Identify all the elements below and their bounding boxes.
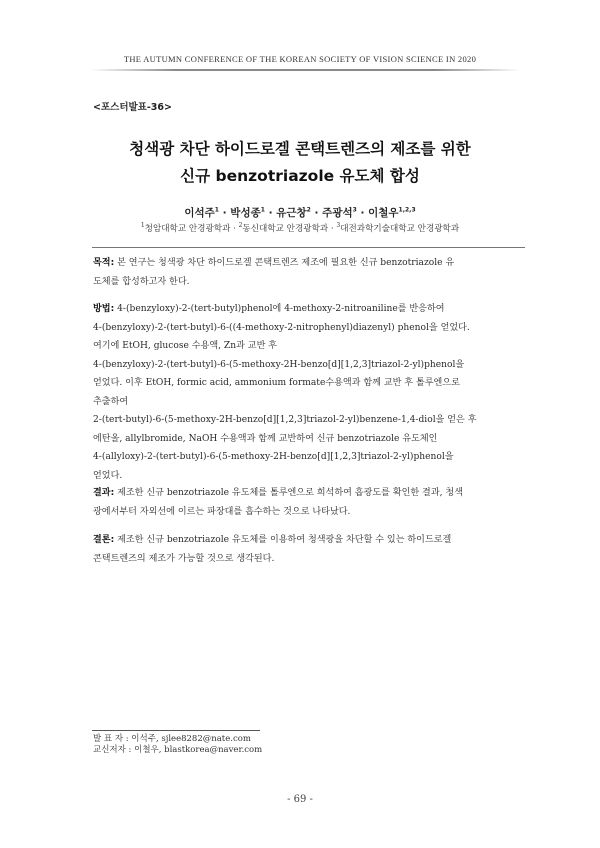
author-separator: · xyxy=(264,207,277,219)
section-divider xyxy=(92,247,525,248)
methods-section: 방법: 4-(benzyloxy)-2-(tert-butyl)phenol에 4-methoxy-2-nitroaniline를 반응하여 4-(benzyloxy)-2-(tert-butyl)-6-((4-methoxy-2-nitrophenyl)diazenyl) phenol을 얻었다. 여기에 EtOH, glucose 수용액, Zn과 교반 후 4-(benzyloxy)-2-(tert-butyl)-6-(5-methoxy-2H-benzo[d][1,2,3]triazol-2-yl)phenol을 얻었다. 이후 EtOH, formic acid, ammonium formate수용액과 함께 교반 후 톨루엔으로 추출하여 2-(tert-butyl)-6-(5-methoxy-2H-benzo[d][1,2,3]triazol-2-yl)benzene-1,4-diol을 얻은 후 에탄올, allylbromide, NaOH 수용액과 함께 교반하여 신규 benzotriazole 유도체인 4-(allyloxy)-2-(tert-butyl)-6-(5-methoxy-2H-benzo[d][1,2,3]triazol-2-yl)phenol을 얻었다. xyxy=(93,304,477,481)
author: 유근창$^2$ xyxy=(276,206,311,219)
conference-header: THE AUTUMN CONFERENCE OF THE KOREAN SOCIETY OF VISION SCIENCE IN 2020 xyxy=(123,54,477,64)
affiliation-list xyxy=(0,222,600,234)
author-list xyxy=(0,205,600,220)
paper-title-line-2: 신규 benzotriazole 유도체 합성 xyxy=(180,167,420,185)
affiliation-separator: · xyxy=(328,224,337,234)
affiliation: $^2$동신대학교 안경광학과 xyxy=(238,222,329,234)
conclusion-section: 결론: 제조한 신규 benzotriazole 유도체를 이용하여 청색광을 차단할 수 있는 하이드로겔 콘택트렌즈의 제조가 가능할 것으로 생각된다. xyxy=(93,535,452,564)
results-label: 결과: xyxy=(93,488,115,498)
purpose-label: 목적: xyxy=(93,258,115,268)
purpose-section: 목적: 본 연구는 청색광 차단 하이드로겔 콘택트렌즈 제조에 필요한 신규 benzotriazole 유 도체를 합성하고자 한다. xyxy=(93,258,455,287)
author: 주광석$^3$ xyxy=(322,206,357,219)
header-rule xyxy=(90,69,520,71)
paper-title-line-1: 청색광 차단 하이드로겔 콘택트렌즈의 제조를 위한 xyxy=(129,140,471,158)
author: 박성종$^1$ xyxy=(230,206,265,219)
methods-label: 방법: xyxy=(93,304,115,314)
results-section: 결과: 제조한 신규 benzotriazole 유도체를 톨루엔으로 희석하여 흡광도를 확인한 결과, 청색 광에서부터 자외선에 이르는 파장대를 흡수하는 것으로 나타났다. xyxy=(93,488,463,517)
author-separator: · xyxy=(356,207,369,219)
poster-tag: <포스터발표-36> xyxy=(93,102,172,113)
presenter-footnote: 발 표 자 : 이석주, sjlee8282@nate.com xyxy=(93,734,251,744)
page-number: - 69 - xyxy=(287,794,313,805)
affiliation-separator: · xyxy=(230,224,239,234)
conclusion-label: 결론: xyxy=(93,535,115,545)
affiliation: $^1$청암대학교 안경광학과 xyxy=(140,222,231,234)
author: 이철우$^{1,2,3}$ xyxy=(368,206,416,219)
footnote-rule xyxy=(92,730,260,731)
corresponding-author-footnote: 교신저자 : 이철우, blastkorea@naver.com xyxy=(93,745,263,755)
author-separator: · xyxy=(310,207,323,219)
author-separator: · xyxy=(218,207,231,219)
author: 이석주$^1$ xyxy=(184,206,219,219)
affiliation: $^3$대전과학기술대학교 안경광학과 xyxy=(336,222,460,234)
